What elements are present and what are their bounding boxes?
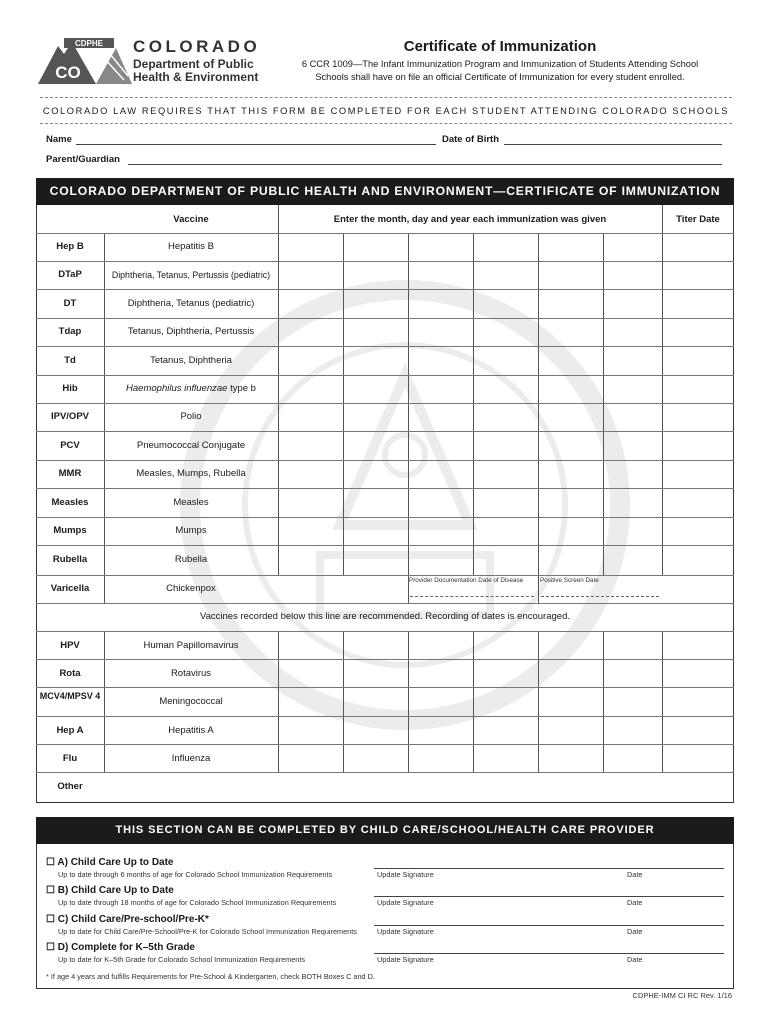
vaccine-name: Diphtheria, Tetanus, Pertussis (pediatric) [111, 270, 271, 280]
law-notice: COLORADO LAW REQUIRES THAT THIS FORM BE COMPLETED FOR EACH STUDENT ATTENDING COLORADO SCHOOLS [42, 106, 730, 116]
vaccine-name: Mumps [175, 525, 207, 536]
varicella-disease-date-field[interactable] [410, 596, 534, 597]
recommended-note: Vaccines recorded below this line are recommended. Recording of dates is encouraged. [199, 611, 570, 622]
date-label: Date [627, 870, 643, 879]
titer-column-header: Titer Date [676, 214, 720, 225]
vaccine-name-italic: Haemophilus influenzae [126, 383, 228, 394]
signature-label: Update Signature [377, 898, 434, 907]
varicella-disease-date-label: Provider Documentation Date of Disease [409, 577, 524, 584]
vaccine-code: Varicella [50, 583, 90, 594]
signature-field[interactable] [374, 953, 724, 954]
vaccine-name: Chickenpox [166, 583, 216, 594]
vaccine-code: Mumps [53, 525, 87, 536]
requirement-text: Schools shall have on file an official Certificate of Immunization for every student enrolled. [315, 72, 685, 82]
child-care-6mo-checkbox[interactable]: ☐ A) Child Care Up to Date [46, 857, 174, 868]
vaccine-column-header: Vaccine [173, 214, 209, 225]
vaccine-code: Tdap [58, 326, 82, 337]
vaccine-name [104, 383, 278, 394]
option-description: Up to date for K–5th Grade for Colorado School Immunization Requirements [58, 955, 306, 964]
signature-field[interactable] [374, 896, 724, 897]
vaccine-code: DTaP [58, 269, 82, 280]
vaccine-name: Polio [180, 411, 202, 422]
divider [40, 97, 732, 98]
vaccine-code: DT [63, 298, 77, 309]
vaccine-code: MMR [58, 468, 82, 479]
date-label: Date [627, 927, 643, 936]
footnote: * If age 4 years and fulfills Requirements for Pre-School & Kindergarten, check BOTH Boxes C and D. [46, 972, 375, 981]
vaccine-code: HPV [60, 640, 80, 651]
vaccine-code: Hib [62, 383, 78, 394]
vaccine-name: Meningococcal [159, 696, 223, 707]
vaccine-name-rest: type b [227, 383, 256, 394]
vaccine-code: Td [64, 355, 76, 366]
vaccine-name: Pneumococcal Conjugate [136, 440, 246, 451]
signature-label: Update Signature [377, 955, 434, 964]
vaccine-name: Tetanus, Diphtheria [150, 355, 232, 366]
logo-badge: CDPHE [74, 39, 104, 48]
regulation-text: 6 CCR 1009—The Infant Immunization Program and Immunization of Students Attending School [301, 59, 699, 69]
logo-department [133, 58, 258, 84]
vaccine-name: Human Papillomavirus [143, 640, 239, 651]
parent-field[interactable] [128, 164, 722, 165]
option-description: Up to date through 6 months of age for Colorado School Immunization Requirements [58, 870, 333, 879]
vaccine-name: Influenza [171, 753, 211, 764]
vaccine-name: Measles [173, 497, 209, 508]
logo-wordmark: COLORADO [133, 37, 261, 56]
signature-field[interactable] [374, 868, 724, 869]
logo-dept-line1: Department of Public [133, 57, 254, 71]
logo-dept-line2: Health & Environment [133, 70, 259, 84]
provider-banner: THIS SECTION CAN BE COMPLETED BY CHILD CARE/SCHOOL/HEALTH CARE PROVIDER [36, 817, 734, 844]
vaccine-name: Measles, Mumps, Rubella [136, 468, 246, 479]
certificate-banner: COLORADO DEPARTMENT OF PUBLIC HEALTH AND ENVIRONMENT—CERTIFICATE OF IMMUNIZATION [36, 178, 734, 205]
date-label: Date [627, 898, 643, 907]
vaccine-name: Hepatitis A [168, 725, 214, 736]
dob-field[interactable] [504, 144, 722, 145]
page-title: Certificate of Immunization [403, 38, 597, 55]
vaccine-code: IPV/OPV [50, 411, 89, 422]
signature-field[interactable] [374, 925, 724, 926]
vaccine-name: Diphtheria, Tetanus (pediatric) [127, 298, 255, 309]
vaccine-code: Rubella [52, 554, 88, 565]
vaccine-code: Other [57, 781, 83, 792]
k-5-checkbox[interactable]: ☐ D) Complete for K–5th Grade [46, 942, 195, 953]
name-field[interactable] [76, 144, 436, 145]
form-revision: CDPHE-IMM CI RC Rev. 1/16 [632, 991, 732, 1000]
divider [40, 123, 732, 124]
preschool-checkbox[interactable]: ☐ C) Child Care/Pre-school/Pre-K* [46, 914, 209, 925]
vaccine-name: Rotavirus [170, 668, 212, 679]
dob-label: Date of Birth [442, 134, 499, 145]
varicella-screen-date-field[interactable] [541, 596, 659, 597]
vaccine-name: Rubella [174, 554, 208, 565]
vaccine-code: Hep A [56, 725, 84, 736]
dates-column-header: Enter the month, day and year each immunization was given [333, 214, 607, 225]
vaccine-name: Tetanus, Diphtheria, Pertussis [127, 326, 255, 337]
vaccine-code: Rota [59, 668, 81, 679]
vaccine-code: Flu [62, 753, 78, 764]
parent-label: Parent/Guardian [46, 154, 120, 165]
child-care-18mo-checkbox[interactable]: ☐ B) Child Care Up to Date [46, 885, 174, 896]
varicella-screen-date-label: Positive Screen Date [540, 577, 599, 584]
option-description: Up to date for Child Care/Pre-School/Pre-K for Colorado School Immunization Requirements [58, 927, 357, 936]
vaccine-code: Measles [51, 497, 89, 508]
option-description: Up to date through 18 months of age for Colorado School Immunization Requirements [58, 898, 337, 907]
signature-label: Update Signature [377, 870, 434, 879]
vaccine-code: PCV [60, 440, 80, 451]
vaccine-code: MCV4/MPSV 4 [39, 691, 101, 701]
signature-label: Update Signature [377, 927, 434, 936]
date-label: Date [627, 955, 643, 964]
name-label: Name [46, 134, 72, 145]
logo-initials: CO [55, 63, 81, 82]
vaccine-code: Hep B [56, 241, 84, 252]
vaccine-name: Hepatitis B [168, 241, 214, 252]
